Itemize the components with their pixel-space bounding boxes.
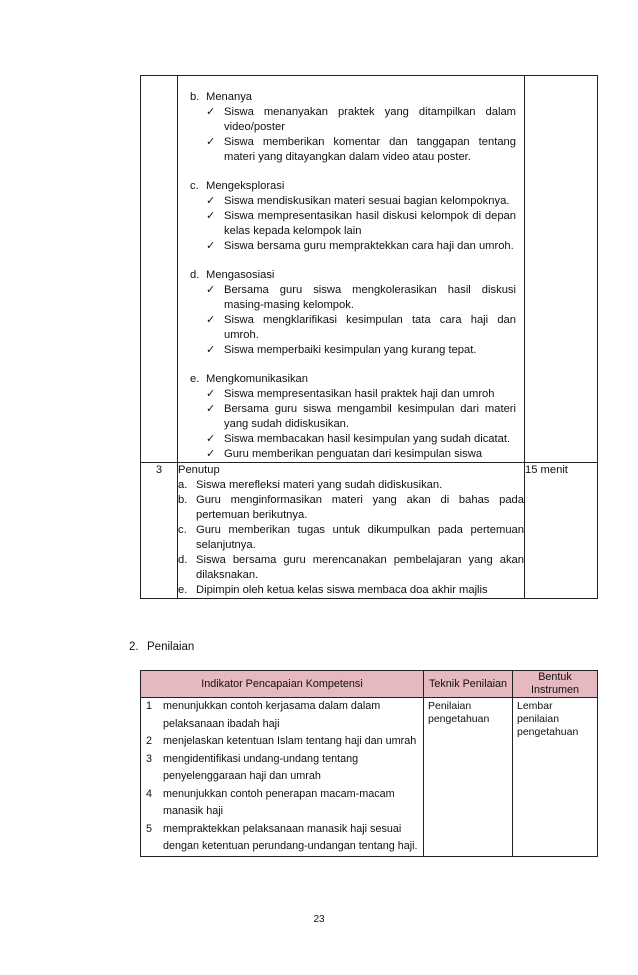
list-item-text: Siswa mempresentasikan hasil praktek haji dan umroh — [224, 388, 495, 400]
indicator-number: 4 — [146, 787, 153, 800]
check-mark-icon: ✓ — [206, 448, 216, 460]
section-name: Menanya — [206, 91, 253, 103]
list-item — [178, 523, 524, 553]
section-name: Mengkomunikasikan — [206, 373, 308, 385]
list-item-text: Dipimpin oleh ketua kelas siswa membaca doa akhir majlis — [196, 584, 488, 596]
header-indikator: Indikator Pencapaian Kompetensi — [141, 671, 424, 698]
section-name: Mengeksplorasi — [206, 180, 285, 192]
list-item — [206, 209, 516, 239]
section-title: Penilaian — [147, 641, 195, 653]
activity-section-title — [190, 179, 516, 194]
section-letter: b. — [190, 91, 200, 103]
list-item — [178, 493, 524, 523]
activity-section — [190, 372, 516, 462]
list-item — [206, 447, 516, 462]
indicator-item — [141, 698, 423, 733]
list-item-text: Guru memberikan penguatan dari kesimpulan siswa — [224, 448, 483, 460]
indicator-text: menunjukkan contoh kerjasama dalam dalam pelaksanaan ibadah haji — [163, 700, 381, 730]
activity-section — [190, 179, 516, 254]
check-mark-icon: ✓ — [206, 344, 216, 356]
indicator-item — [141, 786, 423, 821]
penutup-row — [141, 463, 598, 599]
indicator-list — [141, 698, 424, 857]
list-item — [206, 283, 516, 313]
check-list — [190, 105, 516, 165]
list-item — [178, 553, 524, 583]
check-mark-icon: ✓ — [206, 403, 216, 415]
check-mark-icon: ✓ — [206, 210, 216, 222]
check-list — [190, 194, 516, 254]
header-bentuk: Bentuk Instrumen — [513, 671, 598, 698]
indicator-text: menunjukkan contoh penerapan macam-macam manasik haji — [163, 787, 395, 817]
activity-section-title — [190, 90, 516, 105]
indicator-text: mengidentifikasi undang-undang tentang penyelenggaraan haji dan umrah — [163, 752, 359, 782]
check-mark-icon: ✓ — [206, 136, 216, 148]
time-cell — [525, 76, 598, 463]
check-list — [190, 283, 516, 358]
check-mark-icon: ✓ — [206, 240, 216, 252]
section-letter: d. — [190, 269, 200, 281]
list-item-text: Siswa mengklarifikasi kesimpulan tata cara haji dan umroh. — [224, 314, 516, 341]
list-item-text: Bersama guru siswa mengkolerasikan hasil diskusi masing-masing kelompok. — [224, 284, 516, 311]
indicator-number: 2 — [146, 735, 153, 747]
list-item — [206, 343, 516, 358]
check-mark-icon: ✓ — [206, 195, 216, 207]
indicator-number: 1 — [146, 700, 153, 712]
list-item-text: Bersama guru siswa mengambil kesimpulan dari materi yang sudah didiskusikan. — [224, 403, 516, 430]
indicator-number: 5 — [146, 822, 153, 835]
list-item-text: Siswa mempresentasikan hasil diskusi kelompok di depan kelas kepada kelompok lain — [224, 210, 516, 237]
list-letter: c. — [178, 524, 187, 536]
list-item-text: Siswa bersama guru merencanakan pembelajaran yang akan dilaksnakan. — [196, 554, 524, 581]
penutup-cell — [178, 463, 525, 599]
list-item — [206, 105, 516, 135]
page-number: 23 — [313, 914, 325, 925]
core-activities-row — [141, 76, 598, 463]
check-mark-icon: ✓ — [206, 314, 216, 326]
teknik-value: Penilaian pengetahuan — [424, 698, 513, 857]
list-item-text: Siswa memberikan komentar dan tanggapan tentang materi yang ditayangkan dalam video atau poster. — [224, 136, 516, 163]
list-letter: b. — [178, 494, 188, 506]
penutup-list — [178, 478, 524, 598]
list-item-text: Siswa menanyakan praktek yang ditampilkan dalam video/poster — [224, 106, 516, 133]
list-item-text: Siswa memperbaiki kesimpulan yang kurang tepat. — [224, 344, 477, 356]
activity-section-title — [190, 268, 516, 283]
penutup-number: 3 — [141, 463, 178, 599]
section-letter: c. — [190, 180, 199, 192]
check-mark-icon: ✓ — [206, 284, 216, 296]
list-item — [206, 194, 516, 209]
assessment-header-row — [141, 671, 598, 698]
list-item-text: Siswa mendiskusikan materi sesuai bagian kelompoknya. — [224, 195, 510, 207]
list-item-text: Guru memberikan tugas untuk dikumpulkan pada pertemuan selanjutnya. — [196, 524, 524, 551]
list-item — [206, 432, 516, 447]
activity-sections — [178, 76, 524, 462]
activities-cell — [178, 76, 525, 463]
section-letter: e. — [190, 373, 200, 385]
check-mark-icon: ✓ — [206, 388, 216, 400]
check-list — [190, 387, 516, 462]
indicator-item — [141, 751, 423, 786]
list-item — [206, 135, 516, 165]
header-teknik: Teknik Penilaian — [424, 671, 513, 698]
list-letter: a. — [178, 479, 188, 491]
list-item-text: Siswa membacakan hasil kesimpulan yang sudah dicatat. — [224, 433, 511, 445]
list-letter: d. — [178, 554, 188, 566]
section-heading — [129, 641, 194, 653]
bentuk-value: Lembar penilaian pengetahuan — [513, 698, 598, 857]
list-item — [206, 402, 516, 432]
activity-section — [190, 268, 516, 358]
penutup-title: Penutup — [178, 464, 220, 476]
check-mark-icon: ✓ — [206, 106, 216, 118]
section-number: 2. — [129, 641, 139, 653]
activity-section-title — [190, 372, 516, 387]
list-letter: e. — [178, 584, 188, 596]
list-item — [206, 387, 516, 402]
section-name: Mengasosiasi — [206, 269, 275, 281]
list-item-text: Siswa bersama guru mempraktekkan cara haji dan umroh. — [224, 240, 514, 252]
check-mark-icon: ✓ — [206, 433, 216, 445]
list-item-text: Guru menginformasikan materi yang akan di bahas pada pertemuan berikutnya. — [196, 494, 524, 521]
assessment-body-row — [141, 698, 598, 857]
assessment-table — [140, 670, 598, 857]
list-item — [206, 239, 516, 254]
activity-section — [190, 90, 516, 165]
indicator-number: 3 — [146, 752, 153, 765]
indicator-text: menjelaskan ketentuan Islam tentang haji dan umrah — [163, 735, 417, 747]
indicator-text: mempraktekkan pelaksanaan manasik haji sesuai dengan ketentuan perundang-undangan tentang haji. — [163, 822, 418, 852]
indicator-item — [141, 821, 423, 856]
list-item — [206, 313, 516, 343]
penutup-time: 15 menit — [525, 463, 598, 599]
indicator-item — [141, 733, 423, 751]
learning-activities-table — [140, 75, 598, 599]
row-number-cell — [141, 76, 178, 463]
list-item — [178, 478, 524, 493]
list-item — [178, 583, 524, 598]
list-item-text: Siswa merefleksi materi yang sudah didiskusikan. — [196, 479, 443, 491]
